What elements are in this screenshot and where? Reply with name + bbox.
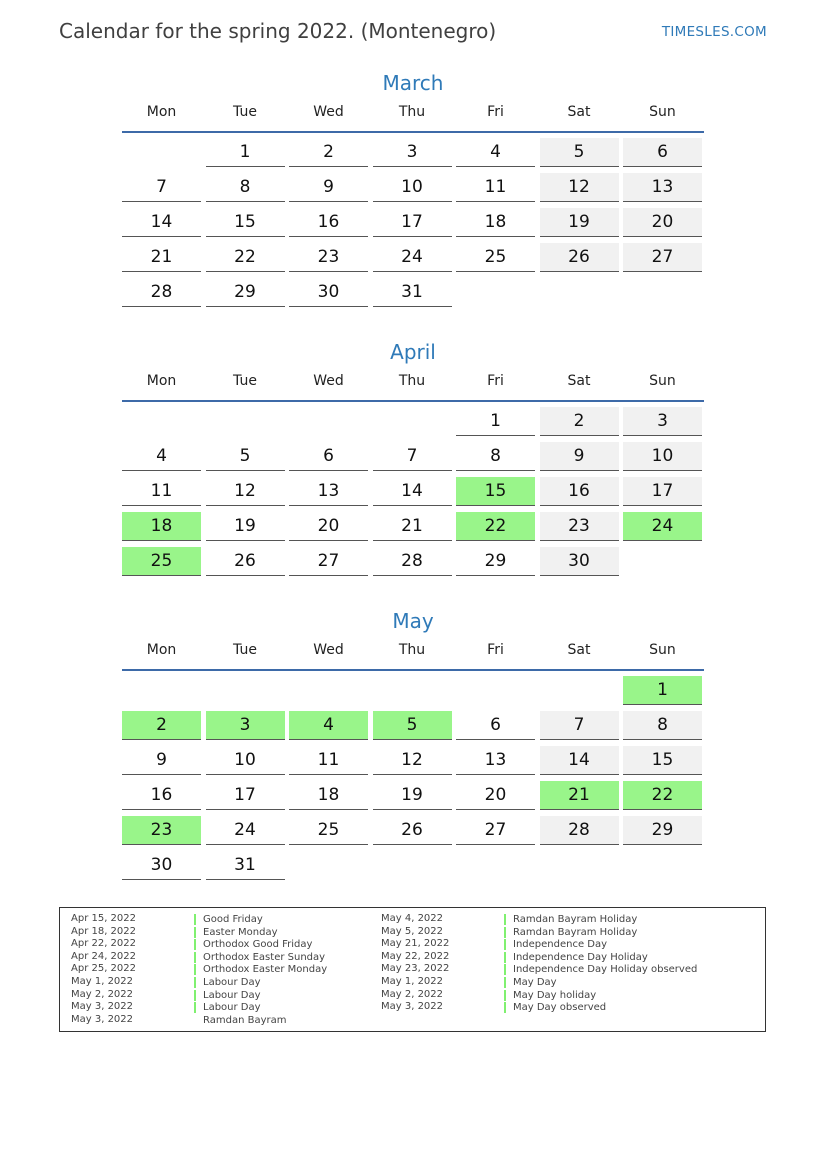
day-cell[interactable]: 24 <box>206 816 285 845</box>
legend-holiday-name: Easter Monday <box>194 927 278 938</box>
day-cell[interactable]: 26 <box>206 547 285 576</box>
day-cell[interactable]: 28 <box>540 816 619 845</box>
day-cell[interactable]: 9 <box>540 442 619 471</box>
day-cell[interactable]: 8 <box>623 711 702 740</box>
weekday-label: Sat <box>567 373 591 389</box>
holiday-day-cell[interactable]: 21 <box>540 781 619 810</box>
day-cell[interactable]: 8 <box>456 442 535 471</box>
day-cell[interactable]: 7 <box>122 173 201 202</box>
weekday-header-row <box>122 102 704 122</box>
month-header-divider <box>122 400 704 402</box>
legend-date: Apr 15, 2022 <box>71 913 137 924</box>
empty-cell <box>206 676 285 705</box>
legend-holiday-name: Orthodox Easter Monday <box>194 964 327 975</box>
day-cell[interactable]: 19 <box>540 208 619 237</box>
day-cell[interactable]: 29 <box>623 816 702 845</box>
empty-cell <box>456 676 535 705</box>
day-cell[interactable]: 9 <box>122 746 201 775</box>
weekday-label: Thu <box>398 104 426 120</box>
weekday-label: Tue <box>233 373 257 389</box>
legend-holiday-name: Ramdan Bayram Holiday <box>504 927 637 938</box>
day-cell[interactable]: 11 <box>456 173 535 202</box>
month-title: April <box>390 340 436 364</box>
day-cell[interactable]: 28 <box>122 278 201 307</box>
day-grid <box>122 407 704 576</box>
weekday-label: Thu <box>398 642 426 658</box>
day-cell[interactable]: 13 <box>289 477 368 506</box>
month-title: March <box>382 71 444 95</box>
empty-cell <box>540 676 619 705</box>
day-cell[interactable]: 12 <box>540 173 619 202</box>
legend-date: May 5, 2022 <box>381 925 444 937</box>
legend-holiday-name: Labour Day <box>194 1002 261 1013</box>
weekday-label: Mon <box>146 642 177 658</box>
day-cell[interactable]: 5 <box>540 138 619 167</box>
day-cell[interactable]: 10 <box>373 173 452 202</box>
day-cell[interactable]: 16 <box>540 477 619 506</box>
weekday-label: Sun <box>649 104 676 120</box>
legend-holiday-name: Orthodox Easter Sunday <box>194 952 325 963</box>
day-cell[interactable]: 20 <box>456 781 535 810</box>
legend-holiday-name: May Day observed <box>504 1002 606 1013</box>
weekday-label: Wed <box>313 104 344 120</box>
site-link[interactable]: TIMESLES.COM <box>661 24 767 40</box>
day-cell[interactable]: 31 <box>373 278 452 307</box>
day-cell[interactable]: 4 <box>456 138 535 167</box>
day-cell[interactable]: 27 <box>623 243 702 272</box>
day-cell[interactable]: 14 <box>373 477 452 506</box>
holiday-day-cell[interactable]: 5 <box>373 711 452 740</box>
day-cell[interactable]: 2 <box>540 407 619 436</box>
day-cell[interactable]: 8 <box>206 173 285 202</box>
holiday-day-cell[interactable]: 25 <box>122 547 201 576</box>
holiday-day-cell[interactable]: 2 <box>122 711 201 740</box>
legend-holiday-name: Labour Day <box>194 990 261 1001</box>
legend-holiday-name: Good Friday <box>194 914 263 925</box>
month-title: May <box>392 609 434 633</box>
month-april <box>122 337 704 576</box>
day-cell[interactable]: 6 <box>289 442 368 471</box>
day-cell[interactable]: 11 <box>289 746 368 775</box>
legend-date: May 23, 2022 <box>381 963 450 975</box>
holiday-day-cell[interactable]: 23 <box>122 816 201 845</box>
weekday-label: Mon <box>146 373 177 389</box>
holiday-day-cell[interactable]: 18 <box>122 512 201 541</box>
day-cell[interactable]: 21 <box>373 512 452 541</box>
day-cell[interactable]: 3 <box>623 407 702 436</box>
day-cell[interactable]: 13 <box>456 746 535 775</box>
legend-holiday-name: Independence Day Holiday observed <box>504 964 697 975</box>
legend-holiday-name: May Day holiday <box>504 990 596 1001</box>
day-cell[interactable]: 30 <box>122 851 201 880</box>
day-cell[interactable]: 14 <box>122 208 201 237</box>
day-cell[interactable]: 4 <box>122 442 201 471</box>
day-cell[interactable]: 10 <box>623 442 702 471</box>
day-cell[interactable]: 16 <box>122 781 201 810</box>
weekday-label: Sat <box>567 642 591 658</box>
day-cell[interactable]: 19 <box>206 512 285 541</box>
legend-date: Apr 18, 2022 <box>71 925 137 937</box>
legend-date: May 22, 2022 <box>381 950 450 962</box>
holiday-day-cell[interactable]: 24 <box>623 512 702 541</box>
empty-cell <box>122 676 201 705</box>
legend-date: May 2, 2022 <box>71 988 134 1000</box>
day-cell[interactable]: 25 <box>289 816 368 845</box>
holiday-day-cell[interactable]: 15 <box>456 477 535 506</box>
legend-date: May 4, 2022 <box>381 913 444 924</box>
day-cell[interactable]: 26 <box>373 816 452 845</box>
day-cell[interactable]: 3 <box>373 138 452 167</box>
day-cell[interactable]: 15 <box>623 746 702 775</box>
legend-date: May 2, 2022 <box>381 988 444 1000</box>
empty-cell <box>122 407 201 436</box>
day-cell[interactable]: 30 <box>540 547 619 576</box>
day-cell[interactable]: 16 <box>289 208 368 237</box>
month-may <box>122 606 704 880</box>
weekday-label: Fri <box>487 642 504 658</box>
day-cell[interactable]: 30 <box>289 278 368 307</box>
day-cell[interactable]: 1 <box>206 138 285 167</box>
legend-date: Apr 22, 2022 <box>71 938 137 950</box>
weekday-label: Mon <box>146 104 177 120</box>
weekday-header-row <box>122 640 704 660</box>
day-cell[interactable]: 6 <box>456 711 535 740</box>
day-cell[interactable]: 15 <box>206 208 285 237</box>
month-march <box>122 68 704 307</box>
day-cell[interactable]: 20 <box>623 208 702 237</box>
legend-date: May 21, 2022 <box>381 938 450 950</box>
holiday-day-cell[interactable]: 1 <box>623 676 702 705</box>
day-cell[interactable]: 17 <box>206 781 285 810</box>
empty-cell <box>206 407 285 436</box>
month-header-divider <box>122 131 704 133</box>
day-cell[interactable]: 31 <box>206 851 285 880</box>
day-cell[interactable]: 6 <box>623 138 702 167</box>
legend-date: Apr 24, 2022 <box>71 950 137 962</box>
legend-date: May 3, 2022 <box>381 1001 444 1013</box>
legend-date: May 1, 2022 <box>71 975 134 987</box>
holiday-day-cell[interactable]: 22 <box>623 781 702 810</box>
empty-cell <box>289 676 368 705</box>
day-cell[interactable]: 21 <box>122 243 201 272</box>
weekday-label: Tue <box>233 642 257 658</box>
day-cell[interactable]: 7 <box>373 442 452 471</box>
day-cell[interactable]: 28 <box>373 547 452 576</box>
legend-holiday-name: May Day <box>504 977 557 988</box>
day-cell[interactable]: 17 <box>623 477 702 506</box>
empty-cell <box>373 676 452 705</box>
day-grid <box>122 138 704 307</box>
weekday-label: Thu <box>398 373 426 389</box>
day-cell[interactable]: 29 <box>206 278 285 307</box>
weekday-label: Wed <box>313 642 344 658</box>
legend-holiday-name: Ramdan Bayram <box>203 1014 287 1026</box>
weekday-label: Sun <box>649 373 676 389</box>
day-cell[interactable]: 18 <box>289 781 368 810</box>
day-cell[interactable]: 11 <box>122 477 201 506</box>
day-grid <box>122 676 704 880</box>
holiday-day-cell[interactable]: 4 <box>289 711 368 740</box>
day-cell[interactable]: 14 <box>540 746 619 775</box>
day-cell[interactable]: 25 <box>456 243 535 272</box>
day-cell[interactable]: 29 <box>456 547 535 576</box>
day-cell[interactable]: 2 <box>289 138 368 167</box>
legend-date: May 3, 2022 <box>71 1001 134 1013</box>
day-cell[interactable]: 23 <box>540 512 619 541</box>
day-cell[interactable]: 7 <box>540 711 619 740</box>
weekday-label: Sat <box>567 104 591 120</box>
holiday-day-cell[interactable]: 3 <box>206 711 285 740</box>
holiday-day-cell[interactable]: 22 <box>456 512 535 541</box>
legend-holiday-name: Labour Day <box>194 977 261 988</box>
month-header-divider <box>122 669 704 671</box>
empty-cell <box>289 407 368 436</box>
legend-date: May 3, 2022 <box>71 1013 134 1025</box>
legend-holiday-name: Independence Day <box>504 939 607 950</box>
day-cell[interactable]: 24 <box>373 243 452 272</box>
legend-holiday-name: Ramdan Bayram Holiday <box>504 914 637 925</box>
day-cell[interactable]: 22 <box>206 243 285 272</box>
day-cell[interactable]: 18 <box>456 208 535 237</box>
day-cell[interactable]: 9 <box>289 173 368 202</box>
legend-holiday-name: Independence Day Holiday <box>504 952 648 963</box>
day-cell[interactable]: 12 <box>373 746 452 775</box>
day-cell[interactable]: 27 <box>289 547 368 576</box>
legend-date: May 1, 2022 <box>381 975 444 987</box>
day-cell[interactable]: 13 <box>623 173 702 202</box>
weekday-label: Tue <box>233 104 257 120</box>
day-cell[interactable]: 27 <box>456 816 535 845</box>
day-cell[interactable]: 12 <box>206 477 285 506</box>
legend-date: Apr 25, 2022 <box>71 963 137 975</box>
day-cell[interactable]: 5 <box>206 442 285 471</box>
day-cell[interactable]: 10 <box>206 746 285 775</box>
page-title: Calendar for the spring 2022. (Montenegro) <box>59 19 497 43</box>
day-cell[interactable]: 23 <box>289 243 368 272</box>
day-cell[interactable]: 19 <box>373 781 452 810</box>
legend-holiday-name: Orthodox Good Friday <box>194 939 312 950</box>
holiday-legend <box>59 907 766 1032</box>
day-cell[interactable]: 20 <box>289 512 368 541</box>
day-cell[interactable]: 17 <box>373 208 452 237</box>
day-cell[interactable]: 1 <box>456 407 535 436</box>
empty-cell <box>122 138 201 167</box>
weekday-label: Wed <box>313 373 344 389</box>
day-cell[interactable]: 26 <box>540 243 619 272</box>
empty-cell <box>373 407 452 436</box>
weekday-label: Sun <box>649 642 676 658</box>
weekday-label: Fri <box>487 373 504 389</box>
weekday-header-row <box>122 371 704 391</box>
weekday-label: Fri <box>487 104 504 120</box>
